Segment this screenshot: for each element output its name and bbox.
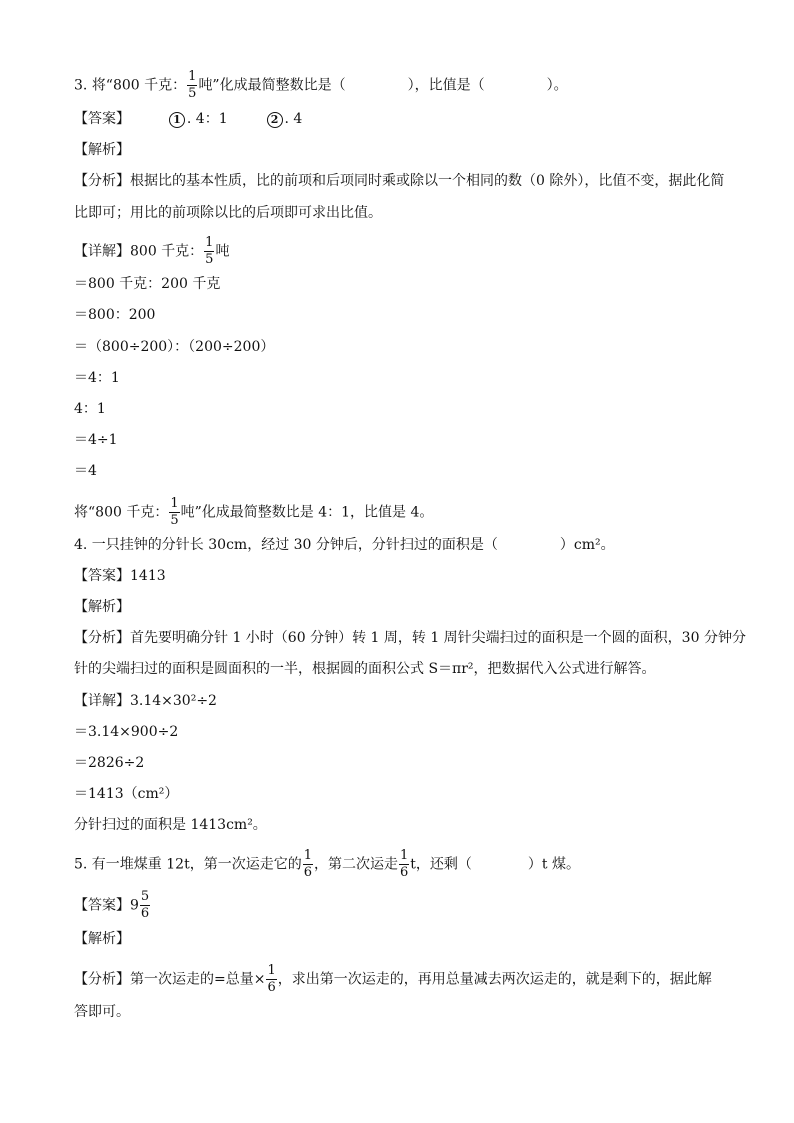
analysis-line xyxy=(74,964,712,995)
answer-value: 1413 xyxy=(130,568,166,584)
step-line: ＝800 千克：200 千克 xyxy=(74,276,221,292)
analysis-text: 针的尖端扫过的面积是圆面积的一半，根据圆的面积公式 S＝πr²，把数据代入公式进行解答。 xyxy=(74,661,656,677)
question-text: ），比值是（ xyxy=(407,77,485,94)
analysis-line xyxy=(74,171,724,191)
analysis-text: 首先要明确分针 1 小时（60 分钟）转 1 周，转 1 周针尖端扫过的面积是一个圆的面积，30 分钟分 xyxy=(130,630,746,646)
question-4-line xyxy=(74,535,615,555)
answer-tag: 【答案】 xyxy=(74,897,130,914)
step-line: 4：1 xyxy=(74,401,106,417)
jiexi-heading: 【解析】 xyxy=(74,599,130,615)
question-text: ）t 煤。 xyxy=(527,856,580,873)
detail-text: 800 千克： xyxy=(130,243,204,260)
detail-line xyxy=(74,236,229,267)
fraction: $\frac{1}{6}$ xyxy=(267,963,276,995)
fraction: $\frac{1}{5}$ xyxy=(205,235,214,267)
fraction: $\frac{1}{6}$ xyxy=(399,848,409,880)
answer-line xyxy=(74,109,302,129)
question-number: 3. xyxy=(74,77,88,94)
detail-text: 3.14×30²÷2 xyxy=(130,693,217,709)
analysis-text: ，求出第一次运走的，再用总量减去两次运走的，就是剩下的，据此解 xyxy=(277,971,712,988)
answer-value: . 4：1 xyxy=(186,111,228,127)
question-text: ）cm²。 xyxy=(559,537,615,553)
step-line: ＝4÷1 xyxy=(74,432,118,448)
question-text: 将“800 千克： xyxy=(91,77,187,94)
answer-value: 9 xyxy=(130,897,139,914)
fraction: $\frac{1}{5}$ xyxy=(170,496,179,528)
step-line: ＝800：200 xyxy=(74,307,156,323)
fraction: $\frac{5}{6}$ xyxy=(140,889,150,921)
analysis-tag: 【分析】 xyxy=(74,630,130,646)
analysis-tag: 【分析】 xyxy=(74,173,130,189)
jiexi-heading: 【解析】 xyxy=(74,931,130,947)
question-text: 4. 一只挂钟的分针长 30cm，经过 30 分钟后，分针扫过的面积是（ xyxy=(74,537,498,553)
detail-line xyxy=(74,691,217,711)
analysis-text: 根据比的基本性质，比的前项和后项同时乘或除以一个相同的数（0 除外），比值不变，据此化简 xyxy=(130,173,725,189)
detail-text: 吨 xyxy=(215,243,230,260)
detail-tag: 【详解】 xyxy=(74,693,130,709)
answer-value: . 4 xyxy=(284,111,303,127)
question-text: t，还剩（ xyxy=(410,856,472,873)
question-5-line xyxy=(74,849,580,880)
fraction: $\frac{1}{5}$ xyxy=(188,69,197,101)
question-text: 5. 有一堆煤重 12t，第一次运走它的 xyxy=(74,856,302,873)
conclusion-line xyxy=(74,497,433,528)
answer-line xyxy=(74,566,166,586)
analysis-text: 比即可；用比的前项除以比的后项即可求出比值。 xyxy=(74,205,382,221)
fraction: $\frac{1}{6}$ xyxy=(303,848,312,880)
answer-tag: 【答案】 xyxy=(74,568,130,584)
question-text: 吨”化成最简整数比是（ xyxy=(198,77,346,94)
analysis-tag: 【分析】 xyxy=(74,971,130,988)
conclusion-line: 分针扫过的面积是 1413cm²。 xyxy=(74,817,267,833)
circled-number: 1 xyxy=(169,112,185,128)
conclusion-text: 吨”化成最简整数比是 4：1，比值是 4。 xyxy=(180,504,434,521)
question-text: ，第二次运走 xyxy=(313,856,398,873)
conclusion-text: 将“800 千克： xyxy=(74,504,169,521)
circled-number: 2 xyxy=(267,112,283,128)
step-line: ＝4 xyxy=(74,463,97,479)
analysis-text: 答即可。 xyxy=(74,1004,130,1020)
step-line: ＝（800÷200）：（200÷200） xyxy=(74,339,275,355)
answer-tag: 【答案】 xyxy=(74,111,130,127)
step-line: ＝1413（cm²） xyxy=(74,786,179,802)
step-line: ＝2826÷2 xyxy=(74,755,145,771)
detail-tag: 【详解】 xyxy=(74,243,130,260)
question-text: ）。 xyxy=(546,77,568,94)
analysis-text: 第一次运走的=总量× xyxy=(130,971,266,988)
answer-line xyxy=(74,890,151,921)
step-line: ＝4：1 xyxy=(74,370,120,386)
question-3-line xyxy=(74,70,568,101)
jiexi-heading: 【解析】 xyxy=(74,142,130,158)
step-line: ＝3.14×900÷2 xyxy=(74,724,179,740)
analysis-line xyxy=(74,628,746,648)
